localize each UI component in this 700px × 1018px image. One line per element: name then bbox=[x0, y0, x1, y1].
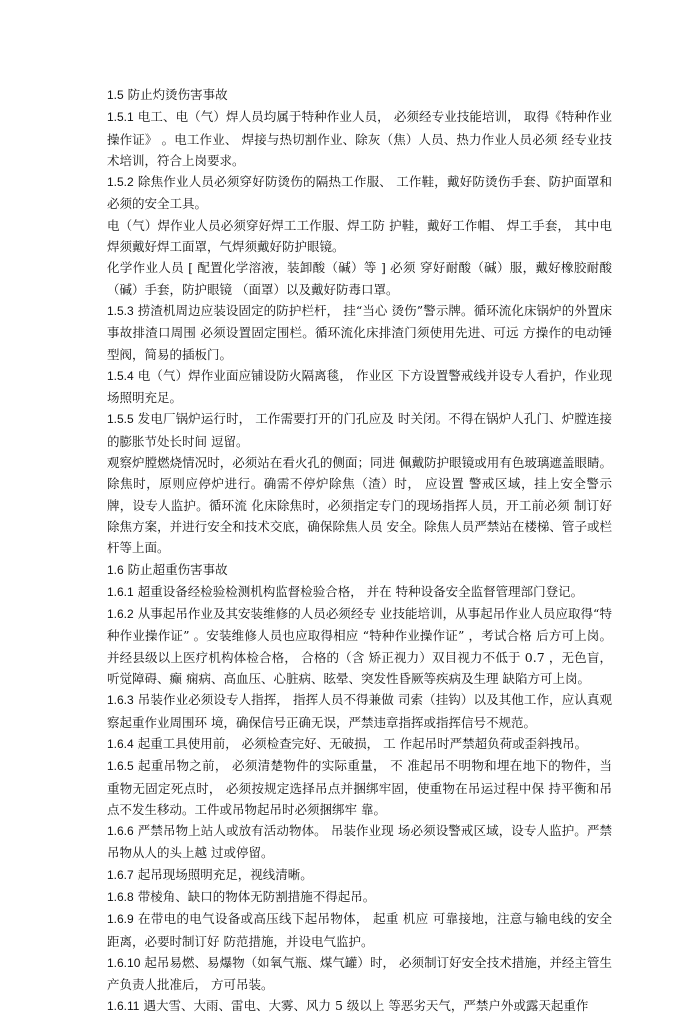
paragraph-text: 起重吊物之前， 必须清楚物件的实际重量， 不 准起吊不明物和埋在地下的物件，当重物无固定死点时， 必须按规定选择吊点并捆绑牢固，使重物在吊运过程中保 持平衡和吊点不发生移动。工件或吊物起吊时必须捆绑牢 靠。 bbox=[107, 758, 612, 817]
clause-number: 1.6.1 bbox=[107, 584, 134, 599]
paragraph bbox=[107, 755, 612, 820]
section-heading bbox=[107, 84, 612, 106]
section-number: 1.5 bbox=[107, 88, 124, 102]
section-title: 防止超重伤害事故 bbox=[127, 561, 228, 577]
paragraph-text: 起吊现场照明充足，视线清晰。 bbox=[137, 866, 313, 882]
paragraph bbox=[107, 257, 612, 300]
paragraph bbox=[107, 689, 612, 733]
paragraph-text: 发电厂锅炉运行时， 工作需要打开的门孔应及 时关闭。不得在锅炉人孔门、炉膛连接的膨胀节处长时间 逗留。 bbox=[107, 411, 612, 449]
clause-number: 1.6.10 bbox=[107, 955, 141, 970]
paragraph bbox=[107, 215, 612, 258]
section-number: 1.6 bbox=[107, 562, 124, 577]
paragraph-text: 捞渣机周边应装设固定的防护栏杆， 挂“当心 烫伤”警示牌。循环流化床锅炉的外置床事故排渣口周围 必须设置固定围栏。循环流化床排渣门须使用先进、可远 方操作的电动锤型阀，简易的插板门。 bbox=[107, 302, 612, 362]
paragraph-text: 带棱角、缺口的物体无防割措施不得起吊。 bbox=[137, 888, 376, 904]
section-heading bbox=[107, 559, 612, 581]
paragraph-text: 超重设备经检验检测机构监督检验合格， 并在 特种设备安全监督管理部门登记。 bbox=[137, 583, 584, 599]
paragraph-text: 除焦作业人员必须穿好防烫伤的隔热工作服、 工作鞋，戴好防烫伤手套、防护面罩和必须的安全工具。 bbox=[107, 174, 612, 212]
paragraph bbox=[107, 886, 612, 908]
clause-number: 1.6.6 bbox=[107, 824, 134, 839]
paragraph-text: 电（气）焊作业面应铺设防火隔离毯， 作业区 下方设置警戒线并设专人看护，作业现场照明充足。 bbox=[107, 367, 612, 406]
paragraph bbox=[107, 995, 612, 1017]
paragraph bbox=[107, 300, 612, 365]
paragraph-text: 吊装作业必须设专人指挥， 指挥人员不得兼做 司索（挂钩）以及其他工作，应认真观察起重作业周围环 境，确保信号正确无误，严禁违章指挥或指挥信号不规范。 bbox=[107, 692, 612, 730]
paragraph bbox=[107, 581, 612, 603]
clause-number: 1.6.4 bbox=[107, 736, 134, 751]
paragraph-text: 起重工具使用前， 必须检查完好、无破损， 工 作起吊时严禁超负荷或歪斜拽吊。 bbox=[137, 735, 588, 751]
clause-number: 1.5.1 bbox=[107, 110, 134, 125]
clause-number: 1.6.5 bbox=[107, 759, 134, 774]
paragraph-text: 严禁吊物上站人或放有活动物体。 吊装作业现 场必须设警戒区域，设专人监护。严禁吊物从人的头上越 过或停留。 bbox=[107, 823, 612, 861]
paragraph-text: 在带电的电气设备或高压线下起吊物体， 起重 机应 可靠接地，注意与输电线的安全距离，必要时制订好 防范措施，并设电气监护。 bbox=[107, 911, 612, 949]
paragraph-text: 从事起吊作业及其安装维修的人员必须经专 业技能培训，从事起吊作业人员应取得“特种作业操作证” 。安装维修人员也应取得相应 “特种作业操作证” ，考试合格 后方可上岗。 并经县级以上医疗机构体检合格， 合格的（含 矫正视力）双目视力不低于 0.7 ，无色盲，听觉障碍、癫 痫病、高血压、心脏病、眩晕、突发性昏厥等疾病及生理 缺陷方可上岗。 bbox=[107, 606, 612, 687]
paragraph-text: 起吊易燃、易爆物（如氧气瓶、煤气罐）时， 必须制订好安全技术措施，并经主管生产负责人批准后， 方可吊装。 bbox=[107, 954, 612, 993]
clause-number: 1.6.11 bbox=[107, 999, 140, 1014]
paragraph bbox=[107, 408, 612, 452]
clause-number: 1.6.2 bbox=[107, 607, 134, 622]
clause-number: 1.5.5 bbox=[107, 412, 134, 427]
paragraph bbox=[107, 452, 612, 558]
paragraph-text: 观察炉膛燃烧情况时，必须站在看火孔的侧面；同进 佩戴防护眼镜或用有色玻璃遮盖眼睛。除焦时，原则应停炉进行。确需不停炉除焦（渣）时， 应设置 警戒区域，挂上安全警示牌，设专人监护。循环流 化床除焦时，必须指定专门的现场指挥人员，开工前必须 制订好除焦方案，并进行安全和技术交底，确保除焦人员 安全。除焦人员严禁站在楼梯、管子或栏杆等上面。 bbox=[107, 455, 612, 556]
clause-number: 1.6.9 bbox=[107, 912, 134, 927]
paragraph bbox=[107, 365, 612, 409]
paragraph-text: 电（气）焊作业人员必须穿好焊工工作服、焊工防 护鞋，戴好工作帽、 焊工手套， 其中电焊须戴好焊工面罩，气焊须戴好防护眼镜。 bbox=[107, 217, 612, 255]
paragraph-text: 遇大雪、大雨、雷电、大雾、风力 5 级以上 等恶劣天气，严禁户外或露天起重作 bbox=[143, 998, 589, 1014]
paragraph-text: 化学作业人员 [ 配置化学溶液，装卸酸（碱）等 ] 必须 穿好耐酸（碱）服，戴好橡胶耐酸（碱）手套，防护眼镜 （面罩）以及戴好防毒口罩。 bbox=[107, 260, 612, 297]
clause-number: 1.6.8 bbox=[107, 889, 134, 904]
clause-number: 1.5.3 bbox=[107, 303, 134, 318]
paragraph bbox=[107, 908, 612, 952]
paragraph bbox=[107, 820, 612, 864]
paragraph bbox=[107, 171, 612, 215]
clause-number: 1.6.7 bbox=[107, 867, 134, 882]
clause-number: 1.6.3 bbox=[107, 693, 134, 708]
clause-number: 1.5.4 bbox=[107, 368, 134, 383]
paragraph bbox=[107, 864, 612, 886]
paragraph bbox=[107, 106, 612, 171]
paragraph bbox=[107, 952, 612, 996]
paragraph bbox=[107, 603, 612, 689]
paragraph-text: 电工、电（气）焊人员均属于特种作业人员， 必须经专业技能培训， 取得《特种作业操作证》 。电工作业、 焊接与热切割作业、除灰（焦）人员、热力作业人员必须 经专业技术培训，符合上岗要求。 bbox=[107, 109, 612, 168]
clause-number: 1.5.2 bbox=[107, 175, 134, 190]
section-title: 防止灼烫伤害事故 bbox=[127, 87, 228, 102]
paragraph bbox=[107, 733, 612, 755]
